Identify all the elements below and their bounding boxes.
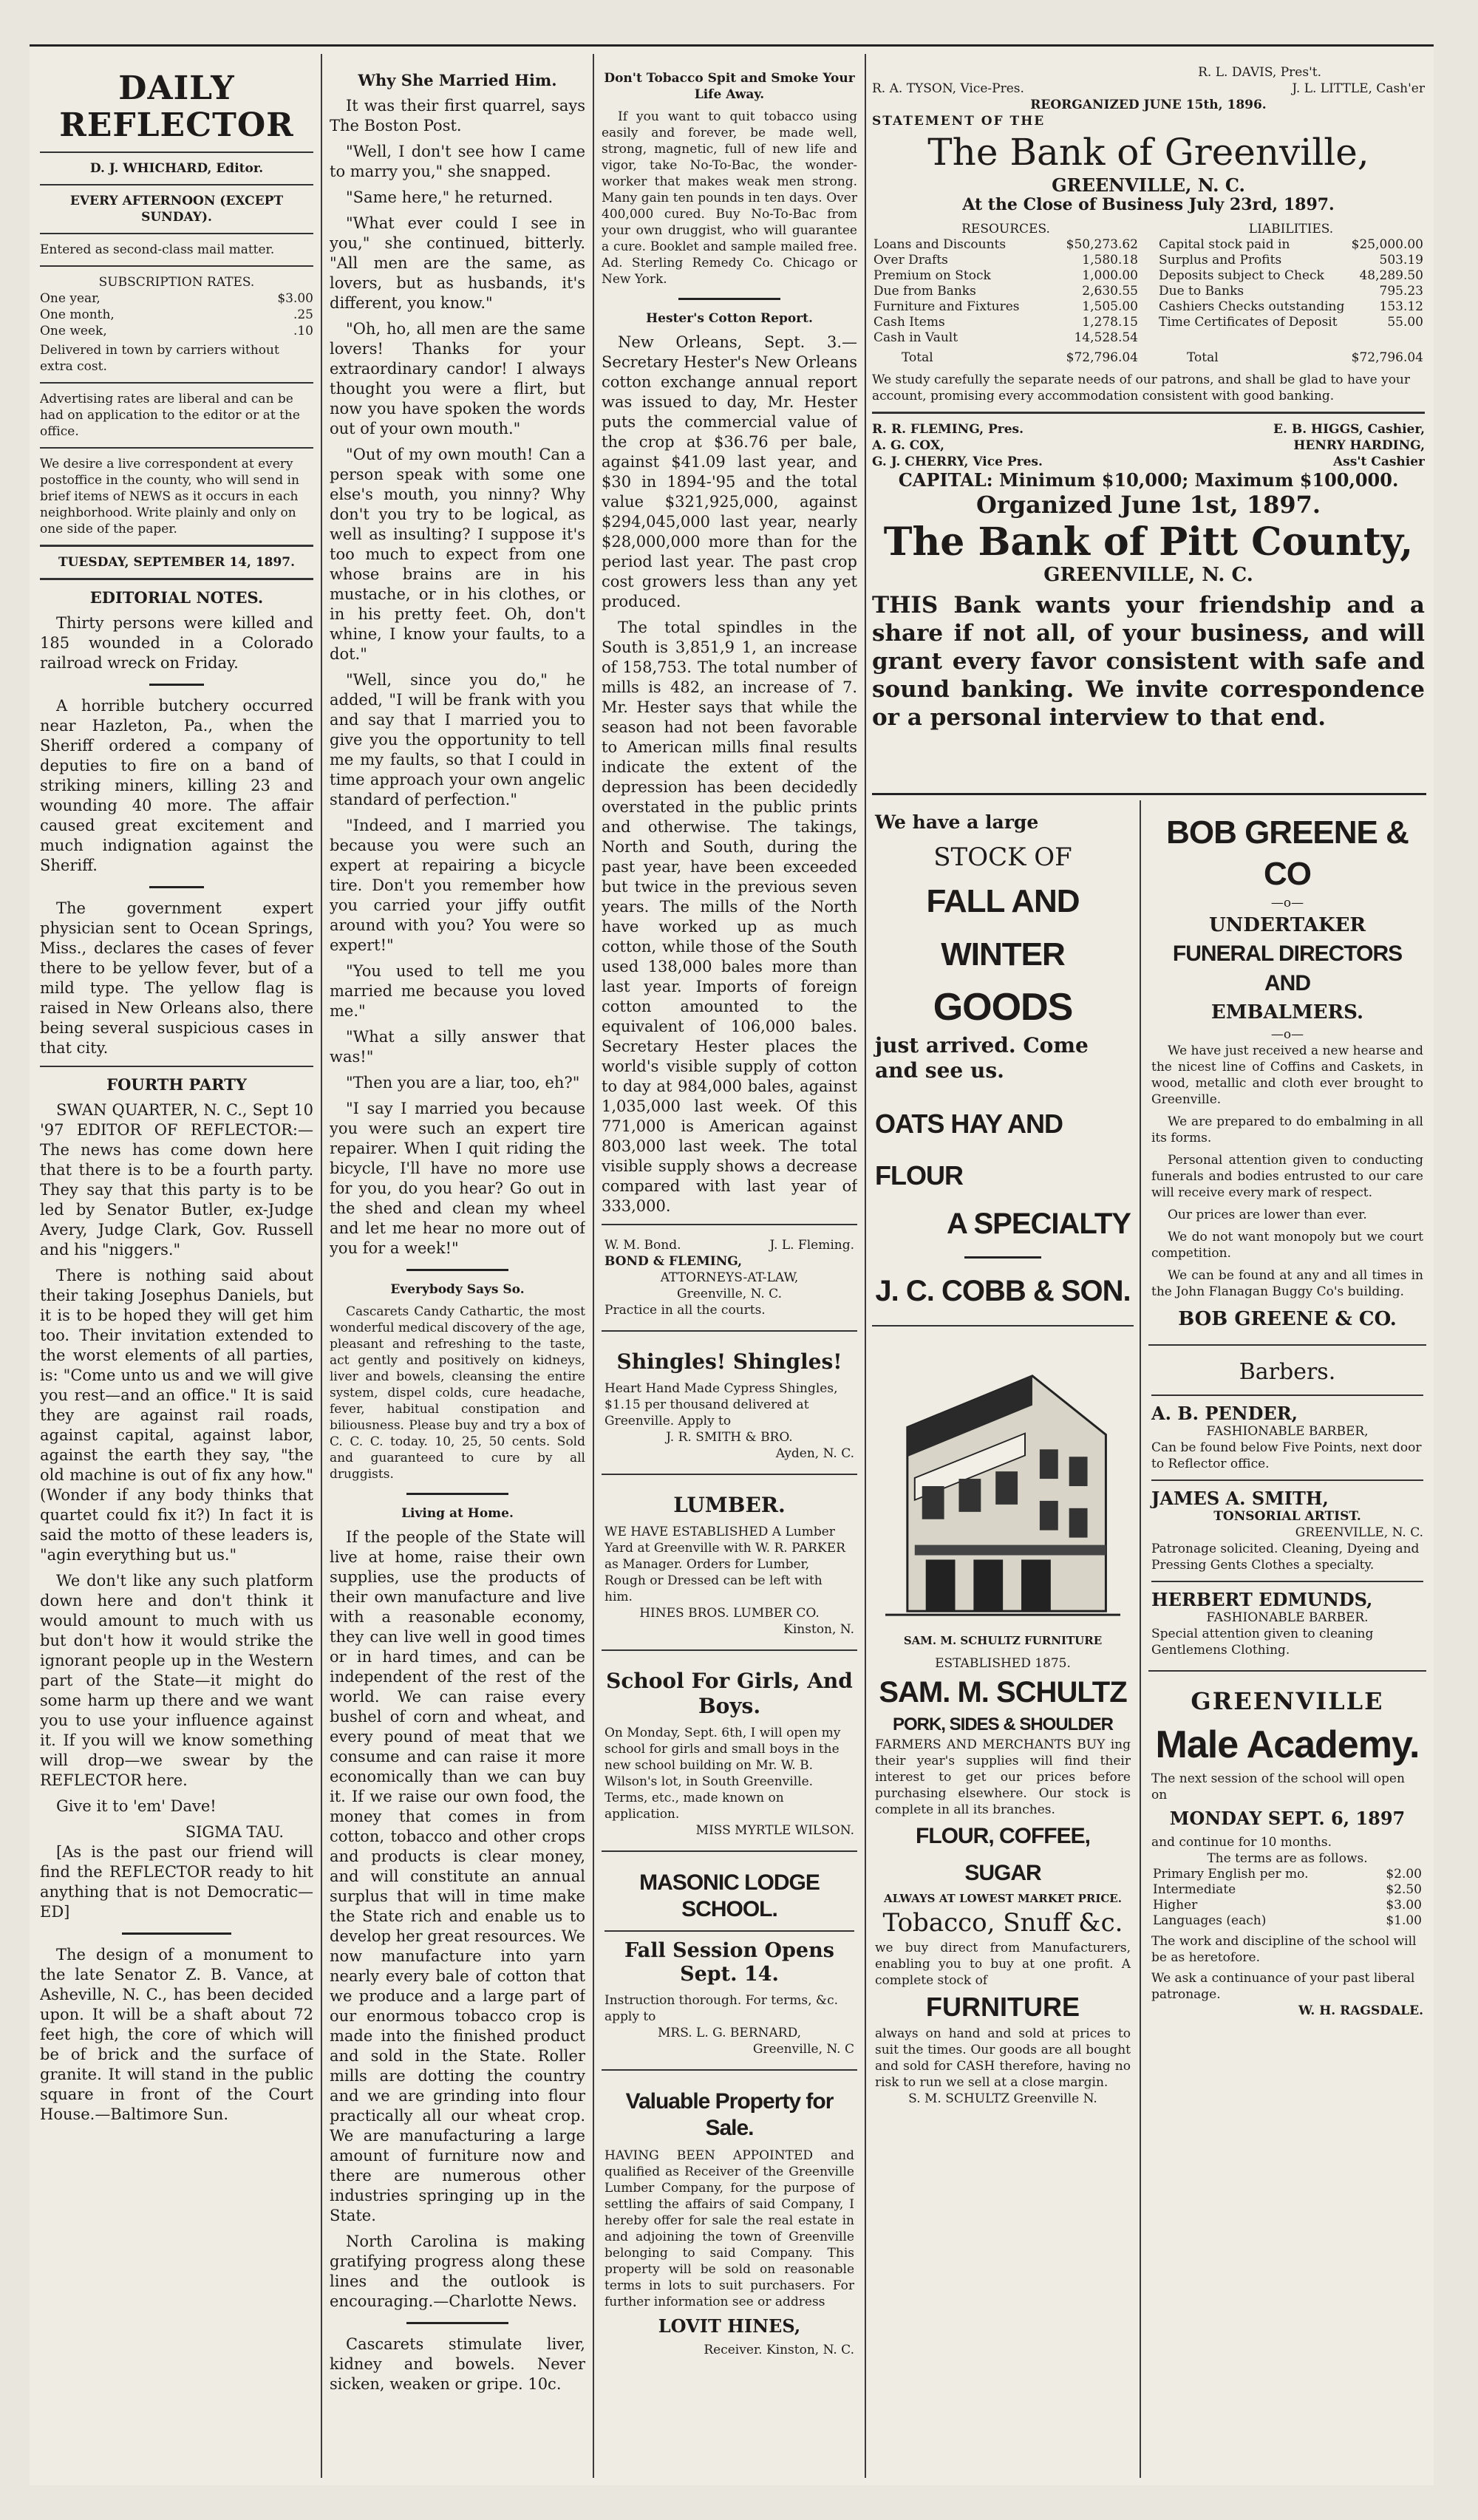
issue-date: TUESDAY, SEPTEMBER 14, 1897. [58,555,296,570]
table-row [1157,253,1425,268]
table-cell: 48,289.50 [1359,268,1423,283]
bank-statement-label: STATEMENT OF THE [872,114,1046,129]
school-girls-teacher: MISS MYRTLE WILSON. [695,1823,854,1838]
rate-price: .10 [293,324,313,338]
bank-reorganized: REORGANIZED JUNE 15th, 1896. [1030,98,1267,112]
table-cell: 1,278.15 [1082,315,1138,330]
barbers-ad [1148,1353,1426,1663]
fourth-party-paragraph: We don't like any such platform down here and don't think it would amount to much with us but don't how it would strike the ignorant people up in the Western part of the State—it might do some harm up there and we want you to use your influence against it. If you will we know something will drop—we swear by the REFLECTOR here. [40,1572,313,1789]
bank-greenville-note: We study carefully the separate needs of our patrons, and shall be glad to have your account, promising every accommodation consistent with good banking. [872,372,1411,403]
column-services [1148,808,1426,2470]
newspaper-page [30,44,1434,2485]
table-cell: 1,580.18 [1082,253,1138,268]
banks-section [872,64,1425,781]
pender-name: A. B. PENDER, [1151,1403,1298,1424]
table-cell: Surplus and Profits [1159,253,1282,268]
table-row [1157,237,1425,253]
table-row [1151,1867,1423,1882]
bank-vice-president: R. A. TYSON, Vice-Pres. [872,81,1024,96]
cobb-intro: We have a large [875,811,1039,833]
table-cell: Due from Banks [873,284,976,299]
schultz-text1: FARMERS AND MERCHANTS BUY ing their year's supplies will find their interest to get our prices before purchasing elsewhere. Our stock is complete in all its branches. [875,1737,1131,1817]
cobb-stock: STOCK OF [933,842,1072,872]
pitt-vp-label: Vice Pres. [973,454,1043,469]
cotton-heading: Hester's Cotton Report. [646,311,813,326]
greene-paragraph: Our prices are lower than ever. [1168,1208,1367,1222]
table-row [872,268,1140,284]
shingles-text: Heart Hand Made Cypress Shingles, $1.15 per thousand delivered at Greenville. Apply to [605,1381,838,1428]
pitt-officers [872,421,1425,470]
married-paragraph: "What ever could I see in you," she continued, bitterly. "All men are the same, as lovers, but as husbands, it's different, you know." [330,214,585,312]
advertising-note: Advertising rates are liberal and can be had on application to the editor or at the office. [40,392,300,439]
table-cell: 153.12 [1379,299,1423,314]
married-paragraph: "Oh, ho, all men are the same lovers! Thanks for your extraordinary candor! I always thought you were a flirt, but now you have spoken the words out of your own mouth." [330,320,585,437]
table-cell: Time Certificates of Deposit [1159,315,1338,330]
bank-statement-table [872,221,1425,366]
rate-price: $3.00 [277,291,313,306]
bank-president: R. L. DAVIS, Pres't. [1198,65,1321,80]
everybody-paragraph: Cascarets Candy Cathartic, the most wonderful medical discovery of the age, pleasant and refreshing to the taste, act gently and positively on kidneys, liver and bowels, cleansing the entire system, dispel colds, cure headache, fever, habitual constipation and biliousness. Please buy and try a box of C. C. C. today. 10, 25, 50 cents. Sold and guaranteed to cure by all druggists. [330,1304,585,1482]
married-paragraph: "Same here," he returned. [346,188,554,206]
cobb-fall-winter: FALL AND WINTER [926,883,1080,973]
subscription-heading: SUBSCRIPTION RATES. [98,275,255,290]
entered-line: Entered as second-class mail matter. [40,242,275,257]
property-heading: Valuable Property for Sale. [625,2089,834,2140]
academy-date: MONDAY SEPT. 6, 1897 [1169,1808,1406,1829]
table-cell: Total [1187,350,1219,365]
cobb-goods: GOODS [933,986,1073,1029]
school-girls-text: On Monday, Sept. 6th, I will open my school for girls and small boys in the new school building on Mr. W. B. Wilson's lot, in South Greenville. Terms, etc., made known on application. [605,1726,841,1822]
editor-line: D. J. WHICHARD, Editor. [89,161,264,176]
editorial-heading: EDITORIAL NOTES. [89,588,264,607]
schedule-line: EVERY AFTERNOON (EXCEPT SUNDAY). [69,194,284,225]
masonic-heading: MASONIC LODGE SCHOOL. [639,1870,820,1921]
attorney-name: J. L. Fleming. [769,1238,854,1253]
bank-pitt-text: THIS Bank wants your friendship and a share if not all, of your business, and will grant every favor consistent with safe and sound banking. We invite correspondence or a personal interview to that end. [872,592,1425,731]
fourth-party-paragraph: There is nothing said about their taking Josephus Daniels, but it is to be hoped they will get him too. Their invitation extended to the worst elements of all parties, is: "Come unto us and we will give you rest—and an office." It is said they are against rail roads, against capital, against labor, against the earth they say, "the old machine is out of fix any how." (Wonder if any body thinks that quartet could fix it?) In fact it is said the motto of these leaders is, "agin everything but us." [40,1267,313,1564]
fourth-party-paragraph: Give it to 'em' Dave! [56,1797,217,1815]
column-masthead [40,64,313,2470]
table-cell: $72,796.04 [1351,350,1423,365]
schultz-sign: SAM. M. SCHULTZ FURNITURE [903,1634,1103,1647]
attorneys-practice: Practice in all the courts. [605,1303,766,1318]
liabilities-heading: LIABILITIES. [1248,222,1334,236]
greene-paragraph: We can be found at any and all times in the John Flanagan Buggy Co's building. [1151,1268,1423,1299]
fourth-party-signature: SIGMA TAU. [185,1823,284,1841]
editor-note: [As is the past our friend will find the REFLECTOR ready to hit anything that is not Democratic—ED] [40,1843,313,1921]
married-paragraph: "You used to tell me you married me because you loved me." [330,962,585,1020]
table-cell: Primary English per mo. [1153,1867,1309,1882]
editorial-paragraph: A horrible butchery occurred near Hazleton, Pa., when the Sheriff ordered a company of deputies to fire on a band of striking miners, killing 23 and wounding 40 more. The affair caused great excitement and much indignation against the Sheriff. [40,697,313,874]
table-cell: Cash in Vault [873,330,958,345]
greene-paragraph: We do not want monopoly but we court competition. [1151,1230,1423,1261]
fourth-party-heading: FOURTH PARTY [106,1075,247,1094]
academy-terms-table [1151,1867,1423,1929]
cobb-firm: J. C. COBB & SON. [875,1275,1131,1307]
school-girls-heading: School For Girls, And Boys. [606,1669,853,1718]
schultz-name: SAM. M. SCHULTZ [879,1676,1127,1709]
edmunds-text: Special attention given to cleaning Gentlemens Clothing. [1151,1627,1374,1658]
table-cell: 1,505.00 [1082,299,1138,314]
liabilities-table [1157,237,1425,366]
table-row [1157,315,1425,330]
academy-name: Male Academy. [1155,1723,1420,1766]
academy-text2: and continue for 10 months. [1151,1835,1332,1850]
table-cell: Furniture and Fixtures [873,299,1020,314]
table-cell: Higher [1153,1898,1198,1913]
attorneys-firm: BOND & FLEMING, [605,1254,743,1269]
table-cell: Languages (each) [1153,1913,1267,1928]
table-cell: Cashiers Checks outstanding [1159,299,1345,314]
table-row [872,346,1140,366]
shingles-ad [602,1339,857,1466]
greene-footer: BOB GREENE & CO. [1178,1308,1397,1330]
table-cell: Over Drafts [873,253,948,268]
bank-greenville-place: GREENVILLE, N. C. [1052,174,1245,196]
table-cell: $50,273.62 [1066,237,1138,252]
everybody-heading: Everybody Says So. [390,1282,525,1297]
table-cell: 1,000.00 [1082,268,1138,283]
schultz-text2: we buy direct from Manufacturers, enabling you to buy at one profit. A complete stock of [875,1941,1131,1988]
schultz-ad [872,1334,1134,2111]
greene-paragraph: Personal attention given to conducting funerals and bodies entrusted to our care will receive every mark of respect. [1151,1153,1423,1200]
rate-term: One week, [40,324,107,338]
table-row [1157,268,1425,284]
pitt-vp: A. G. COX, [872,438,944,453]
table-row [872,315,1140,330]
table-cell: 14,528.54 [1074,330,1138,345]
schultz-established: ESTABLISHED 1875. [935,1656,1071,1671]
table-cell: Loans and Discounts [873,237,1007,252]
property-receiver: LOVIT HINES, [658,2315,801,2337]
property-text: HAVING BEEN APPOINTED and qualified as Receiver of the Greenville Lumber Company, for the purpose of settling the affairs of said Company, I hereby offer for sale the real estate in and adjoining the town of Greenville belonging to said Company. This property will be sold on reasonable terms in lots to suit purchasers. For further information see or address [605,2148,854,2309]
schultz-tobacco: Tobacco, Snuff &c. [882,1908,1123,1938]
pender-title: FASHIONABLE BARBER, [1206,1424,1369,1439]
bank-cashier: J. L. LITTLE, Cash'er [1292,81,1425,96]
masonic-place: Greenville, N. C [752,2042,854,2057]
masonic-subheading: Fall Session Opens Sept. 14. [624,1939,834,1986]
rate-price: .25 [293,307,313,322]
bank-greenville-name: The Bank of Greenville, [927,131,1369,174]
table-cell: Cash Items [873,315,945,330]
bank-pitt-name: The Bank of Pitt County, [883,520,1414,565]
resources-table [872,237,1140,366]
greene-separator: —o— [1270,896,1304,910]
column-merchants [872,808,1134,2470]
barbers-heading: Barbers. [1239,1359,1336,1385]
lumber-company: HINES BROS. LUMBER CO. [639,1606,820,1621]
pitt-cashier: E. B. HIGGS, Cashier, [1273,422,1425,437]
table-cell: 55.00 [1387,315,1423,330]
living-paragraph: North Carolina is making gratifying progress along these lines and the outlook is encouraging.—Charlotte News. [330,2233,585,2310]
living-heading: Living at Home. [401,1506,514,1521]
masonic-contact: MRS. L. G. BERNARD, [657,2026,801,2040]
fourth-party-paragraph: SWAN QUARTER, N. C., Sept 10 '97 EDITOR OF REFLECTOR:—The news has come down here that there is to be a fourth party. They say that this party is to be led by Senator Butler, ex-Judge Avery, Judge Clark, Gov. Russell and his "niggers." [40,1101,313,1259]
academy-place: GREENVILLE [1191,1687,1384,1715]
married-paragraph: "Well, since you do," he added, "I will be frank with you and say that I married you to give you the opportunity to tell me my faults, so that I could in time approach your own angelic standard of perfection." [330,671,585,808]
greene-line3: EMBALMERS. [1210,1001,1364,1024]
table-row [1157,299,1425,315]
married-paragraph: "I say I married you because you were such an expert tire repairer. When I quit riding the bicycle, I'll have no more use for you, do you hear? Go out in the shed and clean my wheel and let me hear no more out of you for a week!" [330,1100,585,1257]
married-paragraph: "Indeed, and I married you because you were such an expert at repairing a bicycle tire. Don't you remember how you carried your jiffy outfit around with you? You were so expert!" [330,817,585,954]
table-cell: $72,796.04 [1066,350,1138,365]
column-reports [602,64,857,2470]
table-cell: Premium on Stock [873,268,991,283]
cotton-paragraph: New Orleans, Sept. 3.—Secretary Hester's New Orleans cotton exchange annual report was issued to day, Mr. Hester puts the commercial value of the crop at $36.76 per bale, against $41.09 last year, and $30 in 1894-'95 and the total value $321,925,000, against $294,045,000 last year, nearly $28,000,000 more than for the period last year. The past crop cost growers less than any yet produced. [602,333,857,610]
table-cell: Due to Banks [1159,284,1244,299]
table-row [1157,330,1425,366]
masonic-text: Instruction thorough. For terms, &c. apply to [605,1993,838,2024]
married-paragraph: "Then you are a liar, too, eh?" [346,1074,580,1092]
table-row [872,284,1140,299]
edmunds-title: FASHIONABLE BARBER. [1206,1610,1369,1625]
schultz-furniture: FURNITURE [926,1992,1080,2022]
table-cell: Capital stock paid in [1159,237,1290,252]
shingles-seller: J. R. SMITH & BRO. [666,1430,793,1445]
cascarets-footer: Cascarets stimulate liver, kidney and bowels. Never sicken, weaken or gripe. 10c. [330,2335,585,2393]
liabilities-column [1157,221,1425,366]
rate-term: One month, [40,307,115,322]
schultz-lowest: ALWAYS AT LOWEST MARKET PRICE. [884,1892,1122,1905]
greene-line1: UNDERTAKER [1208,914,1366,936]
resources-column [872,221,1140,366]
table-row [1151,1898,1423,1913]
table-cell: Total [902,350,933,365]
greene-line2: FUNERAL DIRECTORS AND [1172,941,1403,995]
pitt-capital: CAPITAL: Minimum $10,000; Maximum $100,000. [898,469,1399,491]
cobb-arrived: just arrived. Come and see us. [875,1033,1089,1083]
cobb-ad [872,808,1134,1318]
married-paragraph: It was their first quarrel, says The Boston Post. [330,97,585,134]
property-ad [602,2078,857,2363]
living-paragraph: If the people of the State will live at home, raise their own supplies, use the products of their own manufacture and live with a reasonable economy, they can live well in good times or in hard times, and can be independent of the rest of the world. We can raise every bushel of corn and wheat, and every pound of meat that we consume and can raise it more economically than we can buy it. If we raise our own food, the money that comes in from cotton, tobacco and other crops and products is clear money, and will constitute an annual surplus that will in time make the State rich and enable us to develop her great resources. We now manufacture into yarn nearly every bale of cotton that we produce and a large part of our enormous tobacco crop is made into the finished product and sold in the State. Roller mills are dotting the country and we are grinding into flour practically all our wheat crop. We are manufacturing a large amount of furniture now and there are numerous other industries springing up in the State. [330,1528,585,2224]
rate-term: One year, [40,291,101,306]
editorial-paragraph: The government expert physician sent to Ocean Springs, Miss., declares the cases of fever there to be yellow fever, but of a mild type. The yellow flag is raised in New Orleans also, there being several suspicious cases in that city. [40,899,313,1057]
greene-name: BOB GREENE & CO [1166,814,1409,892]
lumber-heading: LUMBER. [673,1493,786,1517]
resources-heading: RESOURCES. [961,222,1050,236]
attorney-name: W. M. Bond. [605,1238,681,1253]
table-row [1157,284,1425,299]
smith-name: JAMES A. SMITH, [1151,1488,1329,1509]
schultz-text3: always on hand and sold at prices to suit the times. Our goods are all bought and sold for CASH therefore, having no risk to run we sell at a close margin. [875,2026,1131,2090]
delivery-note: Delivered in town by carriers without extra cost. [40,343,279,374]
table-cell: $2.00 [1386,1867,1422,1882]
academy-terms-heading: The terms are as follows. [1207,1851,1368,1866]
table-cell: $3.00 [1386,1898,1422,1913]
greene-paragraph: We have just received a new hearse and the nicest line of Coffins and Caskets, in wood, metallic and cloth ever brought to Greenville. [1151,1043,1423,1107]
table-cell: $1.00 [1386,1913,1422,1928]
tobacco-heading: Don't Tobacco Spit and Smoke Your Life Away. [604,71,855,102]
masonic-ad [602,1859,857,2062]
pitt-assistant: HENRY HARDING, [1293,438,1425,453]
shingles-place: Ayden, N. C. [775,1446,854,1461]
table-row [872,330,1140,346]
cobb-oats: OATS HAY AND FLOUR [875,1109,1063,1191]
school-girls-ad [602,1658,857,1843]
table-row [1151,1882,1423,1898]
attorneys-title: ATTORNEYS-AT-LAW, [660,1270,799,1285]
table-row [872,237,1140,253]
rate-row [40,290,313,339]
smith-place: GREENVILLE, N. C. [1295,1525,1423,1540]
column-stories [330,64,585,2470]
academy-text1: The next session of the school will open on [1151,1771,1405,1802]
cobb-specialty: A SPECIALTY [946,1208,1131,1240]
property-receiver-place: Receiver. Kinston, N. C. [704,2343,854,2357]
academy-text4: We ask a continuance of your past liberal patronage. [1151,1971,1415,2002]
column-rule [1140,800,1141,2478]
bank-pitt-place: GREENVILLE, N. C. [1043,564,1253,586]
lumber-place: Kinston, N. [783,1622,854,1637]
paper-title: DAILY REFLECTOR [59,69,294,144]
schultz-pork: PORK, SIDES & SHOULDER [892,1714,1114,1734]
married-paragraph: "What a silly answer that was!" [330,1028,585,1066]
pender-text: Can be found below Five Points, next door to Reflector office. [1151,1440,1422,1471]
pitt-organized: Organized June 1st, 1897. [975,491,1321,519]
pitt-vp: G. J. CHERRY, [872,454,969,469]
attorneys-ad [602,1233,857,1323]
schultz-flour: FLOUR, COFFEE, SUGAR [916,1824,1090,1885]
lumber-text: WE HAVE ESTABLISHED A Lumber Yard at Greenville with W. R. PARKER as Manager. Orders for Lumber, Rough or Dressed can be left with him. [605,1525,845,1604]
table-cell: 795.23 [1379,284,1423,299]
schultz-footer: S. M. SCHULTZ Greenville N. [908,2091,1097,2106]
table-cell: Intermediate [1153,1882,1236,1897]
table-cell: 2,630.55 [1082,284,1138,299]
greene-separator: —o— [1270,1027,1304,1042]
table-row [872,299,1140,315]
smith-text: Patronage solicited. Cleaning, Dyeing and Pressing Gents Clothes a specialty. [1151,1542,1420,1573]
married-heading: Why She Married Him. [358,71,557,89]
pitt-president: R. R. FLEMING, Pres. [872,422,1024,437]
table-row [1151,1913,1423,1929]
bank-close-date: At the Close of Business July 23rd, 1897. [962,195,1335,214]
column-rule [321,54,322,2478]
furniture-store-illustration [885,1346,1120,1627]
pitt-assistant-label: Ass't Cashier [1332,454,1425,469]
correspondent-note: We desire a live correspondent at every postoffice in the county, who will send in brief items of NEWS as it occurs in each neighborhood. Write plainly and only on one side of the paper. [40,457,299,537]
column-rule [593,54,594,2478]
academy-principal: W. H. RAGSDALE. [1298,2003,1423,2018]
academy-ad [1148,1679,1426,2023]
table-row [872,253,1140,268]
vance-paragraph: The design of a monument to the late Senator Z. B. Vance, at Asheville, N. C., has been decided upon. It will be a shaft about 72 feet high, the core of which will be of brick and the surface of granite. It will stand in the public square in front of the Court House.—Baltimore Sun. [40,1946,313,2123]
tobacco-paragraph: If you want to quit tobacco using easily and forever, be made well, strong, magnetic, full of new life and vigor, take No-To-Bac, the wonder-worker that makes weak men strong. Many gain ten pounds in ten days. Over 400,000 cured. Buy No-To-Bac from your own druggist, who will guarantee a cure. Booklet and sample mailed free. Ad. Sterling Remedy Co. Chicago or New York. [602,109,857,287]
table-cell: 503.19 [1379,253,1423,268]
edmunds-name: HERBERT EDMUNDS, [1151,1589,1373,1610]
academy-text3: The work and discipline of the school will be as heretofore. [1151,1934,1417,1965]
table-cell: $2.50 [1386,1882,1422,1897]
greene-ad [1148,808,1426,1337]
shingles-heading: Shingles! Shingles! [616,1349,842,1374]
married-paragraph: "Out of my own mouth! Can a person speak with some one else's mouth, you ninny? Why don't you try to be logical, as well as insulting? I suppose it's too much to expect from one whose brains are in his mustache, or in his clothes, or in his pretty feet. Oh, don't whine, I know your faults, to a dot." [330,446,585,663]
cotton-paragraph: The total spindles in the South is 3,851,9 1, an increase of 158,753. The total number of mills is 482, an increase of 7. Mr. Hester says that while the season had not been favorable to American mills final results indicate the extent of the depression has been decidedly overstated in the public prints and otherwise. The takings, North and South, during the past year, have been exceeded but twice in the previous seven years. The mills of the North have worked up as much cotton, while those of the South used 138,000 bales more than last year. Imports of foreign cotton amounted to the equivalent of 106,000 bales. Secretary Hester places the world's visible supply of cotton to day at 984,000 bales, against 1,035,000 last week. Of this 771,000 is American against 803,000 last week. The total visible supply shows a decrease compared with last year of 333,000. [602,619,857,1215]
section-divider [872,793,1426,795]
table-cell: Deposits subject to Check [1159,268,1324,283]
column-rule [865,54,866,2478]
editorial-paragraph: Thirty persons were killed and 185 wounded in a Colorado railroad wreck on Friday. [40,614,313,672]
married-paragraph: "Well, I don't see how I came to marry you," she snapped. [330,143,585,180]
lumber-ad [602,1482,857,1642]
attorneys-place: Greenville, N. C. [677,1287,782,1301]
table-cell: $25,000.00 [1351,237,1423,252]
smith-title: TONSORIAL ARTIST. [1213,1509,1361,1524]
greene-paragraph: We are prepared to do embalming in all its forms. [1151,1114,1423,1145]
